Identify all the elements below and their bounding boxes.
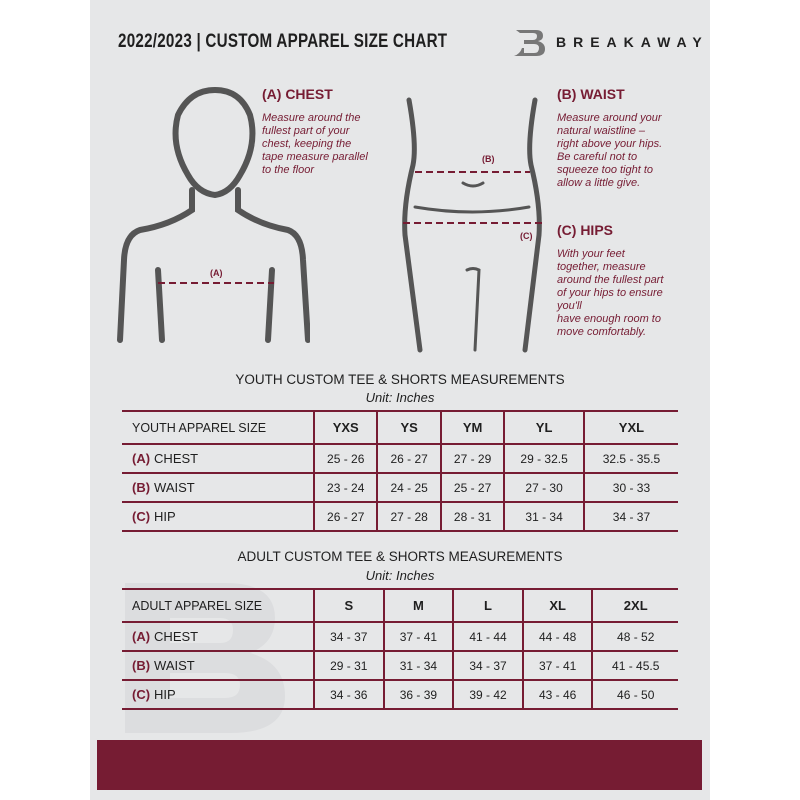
measurement-value: 43 - 46	[523, 680, 593, 709]
measurement-value: 34 - 37	[314, 622, 384, 651]
size-column-header: XL	[523, 589, 593, 622]
table-row	[122, 502, 678, 531]
size-label-header: YOUTH APPAREL SIZE	[122, 411, 314, 444]
breakaway-logo-icon	[512, 26, 548, 58]
size-column-header: M	[384, 589, 454, 622]
table-header-row	[122, 589, 678, 622]
measurement-value: 26 - 27	[314, 502, 377, 531]
measurement-value: 27 - 28	[377, 502, 440, 531]
measurement-key: (A)	[132, 629, 151, 644]
size-column-header: YS	[377, 411, 440, 444]
adult-table-unit: Unit: Inches	[365, 568, 435, 583]
measurement-value: 37 - 41	[384, 622, 454, 651]
size-column-header: YL	[504, 411, 584, 444]
waist-heading: (B) WAIST	[557, 86, 625, 102]
measurement-value: 29 - 31	[314, 651, 384, 680]
measurement-value: 32.5 - 35.5	[584, 444, 678, 473]
measurement-key: (C)	[132, 687, 151, 702]
measurement-value: 28 - 31	[441, 502, 504, 531]
chest-description: Measure around the fullest part of your chest, keeping the tape measure parallel to the floor	[262, 112, 368, 176]
measurement-value: 29 - 32.5	[504, 444, 584, 473]
adult-table-title: ADULT CUSTOM TEE & SHORTS MEASUREMENTS	[237, 549, 563, 564]
youth-table-title: YOUTH CUSTOM TEE & SHORTS MEASUREMENTS	[235, 372, 565, 387]
measurement-label	[122, 473, 314, 502]
measurement-value: 25 - 26	[314, 444, 377, 473]
page-title: 2022/2023 | CUSTOM APPAREL SIZE CHART	[118, 31, 448, 52]
chest-heading: (A) CHEST	[262, 86, 333, 102]
measurement-value: 34 - 37	[453, 651, 523, 680]
table-row	[122, 444, 678, 473]
measurement-key: (B)	[132, 658, 151, 673]
measurement-value: 24 - 25	[377, 473, 440, 502]
brand-name: BREAKAWAY	[556, 34, 709, 50]
measurement-label	[122, 622, 314, 651]
measurement-label	[122, 502, 314, 531]
measurement-value: 27 - 29	[441, 444, 504, 473]
table-row	[122, 651, 678, 680]
size-column-header: 2XL	[592, 589, 678, 622]
measurement-value: 31 - 34	[384, 651, 454, 680]
lower-body-figure	[395, 95, 555, 355]
measurement-value: 37 - 41	[523, 651, 593, 680]
table-header-row	[122, 411, 678, 444]
measurement-name: CHEST	[154, 451, 199, 466]
waist-description: Measure around your natural waistline – right above your hips. Be careful not to squeeze too tight to allow a little give.	[557, 112, 663, 189]
measurement-value: 34 - 37	[584, 502, 678, 531]
measurement-value: 25 - 27	[441, 473, 504, 502]
table-row	[122, 473, 678, 502]
measurement-key: (B)	[132, 480, 151, 495]
chest-marker: (A)	[210, 268, 223, 278]
measurement-value: 23 - 24	[314, 473, 377, 502]
measurement-label	[122, 651, 314, 680]
measurement-label	[122, 680, 314, 709]
size-column-header: L	[453, 589, 523, 622]
hips-description: With your feet together, measure around the fullest part of your hips to ensure you'll have enough room to move comfortably.	[557, 248, 664, 338]
size-label-header: ADULT APPAREL SIZE	[122, 589, 314, 622]
youth-size-table	[122, 410, 678, 532]
measurement-value: 41 - 45.5	[592, 651, 678, 680]
table-row	[122, 680, 678, 709]
youth-table-unit: Unit: Inches	[365, 390, 435, 405]
measurement-value: 36 - 39	[384, 680, 454, 709]
measurement-value: 31 - 34	[504, 502, 584, 531]
measurement-name: WAIST	[154, 480, 195, 495]
measurement-value: 48 - 52	[592, 622, 678, 651]
footer-band	[97, 740, 702, 790]
size-column-header: YXL	[584, 411, 678, 444]
measurement-name: CHEST	[154, 629, 199, 644]
measurement-key: (A)	[132, 451, 151, 466]
measurement-name: HIP	[154, 509, 176, 524]
measurement-name: HIP	[154, 687, 176, 702]
size-column-header: S	[314, 589, 384, 622]
measurement-value: 26 - 27	[377, 444, 440, 473]
size-column-header: YM	[441, 411, 504, 444]
waist-marker: (B)	[482, 154, 495, 164]
size-column-header: YXS	[314, 411, 377, 444]
hips-heading: (C) HIPS	[557, 222, 613, 238]
table-row	[122, 622, 678, 651]
adult-size-table	[122, 588, 678, 710]
measurement-value: 34 - 36	[314, 680, 384, 709]
measurement-value: 30 - 33	[584, 473, 678, 502]
hips-marker: (C)	[520, 231, 533, 241]
measurement-value: 46 - 50	[592, 680, 678, 709]
measurement-value: 39 - 42	[453, 680, 523, 709]
measurement-label	[122, 444, 314, 473]
measurement-value: 41 - 44	[453, 622, 523, 651]
measurement-value: 44 - 48	[523, 622, 593, 651]
measurement-value: 27 - 30	[504, 473, 584, 502]
measurement-key: (C)	[132, 509, 151, 524]
measurement-name: WAIST	[154, 658, 195, 673]
